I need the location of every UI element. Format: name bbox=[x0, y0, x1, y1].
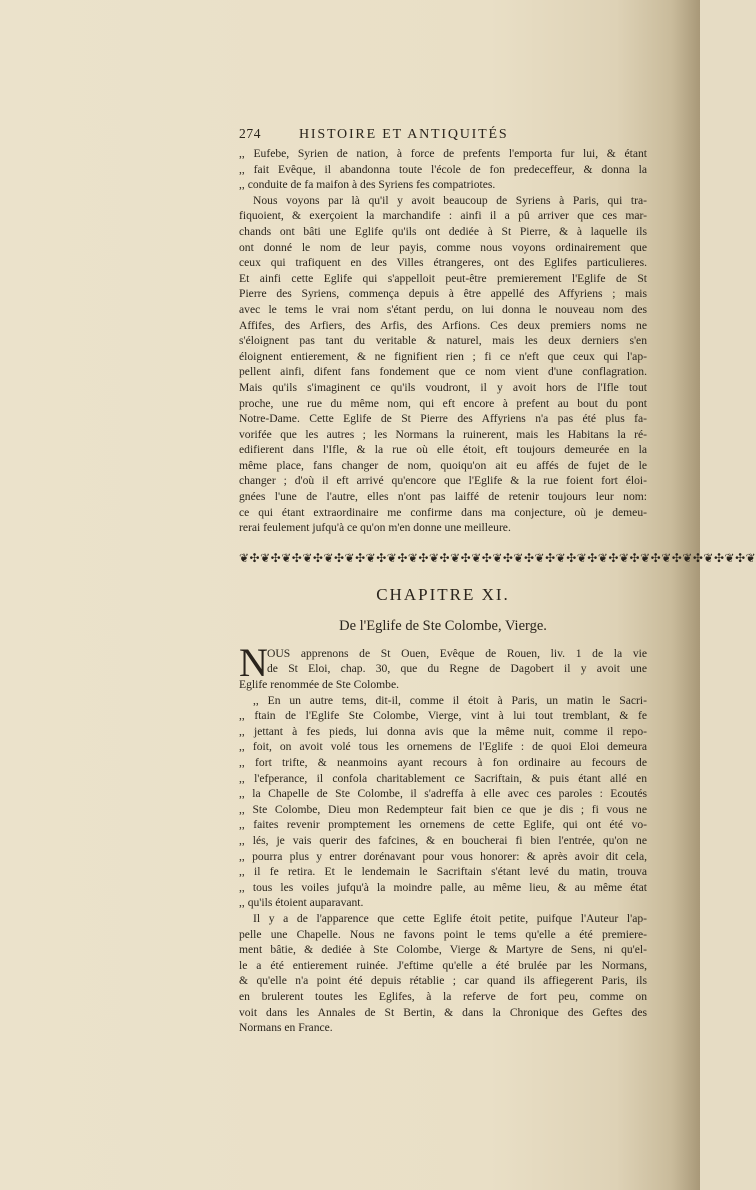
text-line: proche, une rue du même nom, qui eft encore à prefent au bout du pont bbox=[239, 396, 647, 410]
text-line: rerai feulement jufqu'à ce qu'on m'en donne une meilleure. bbox=[239, 521, 511, 535]
text-line: ,, En un autre tems, dit-il, comme il étoit à Paris, un matin le Sacri- bbox=[253, 693, 647, 707]
text-line: Eglife renommée de Ste Colombe. bbox=[239, 678, 400, 692]
text-line: voit dans les Annales de St Bertin, & dans la Chronique des Geftes des bbox=[239, 1005, 647, 1019]
text-line: en brulerent toutes les Eglifes, à la referve de fort peu, comme on bbox=[239, 989, 647, 1003]
text-line: ,, ftain de l'Eglife Ste Colombe, Vierge, vint à lui tout tremblant, & fe bbox=[239, 709, 647, 723]
ornamental-divider: ❦✣❦✣❦✣❦✣❦✣❦✣❦✣❦✣❦✣❦✣❦✣❦✣❦✣❦✣❦✣❦✣❦✣❦✣❦✣❦✣❦✣❦✣❦✣❦✣❦ bbox=[239, 550, 756, 565]
text-line: ont donné le nom de leur payis, comme nous voyons ordinairement que bbox=[239, 240, 647, 254]
page-number: 274 bbox=[239, 126, 262, 141]
text-line: changer ; d'où il eft arrivé qu'encore que l'Eglife & la rue foient fort éloi- bbox=[239, 474, 647, 488]
text-line: & qu'elle n'a point été depuis rétablie ; car quand ils affiegerent Paris, ils bbox=[239, 974, 647, 988]
text-line: Il y a de l'apparence que cette Eglife étoit petite, puifque l'Auteur l'ap- bbox=[253, 911, 647, 925]
text-line: s'éloignent pas tant du veritable & naturel, mais les deux derniers s'en bbox=[239, 334, 647, 348]
text-line: ce qui étant extraordinaire me confirme dans ma conjecture, où je demeu- bbox=[239, 505, 647, 519]
text-line: ,, il fe retira. Et le lendemain le Sacriftain s'étant levé du matin, trouva bbox=[239, 865, 647, 879]
text-column bbox=[239, 126, 756, 1036]
text-line: chands ont bâti une Eglife qu'ils ont dediée à St Pierre, & à laquelle ils bbox=[239, 224, 647, 238]
chapter-subtitle: De l'Eglife de Ste Colombe, Vierge. bbox=[339, 617, 547, 634]
running-title: HISTOIRE ET ANTIQUITÉS bbox=[299, 127, 509, 142]
text-line: ,, conduite de fa maifon à des Syriens fes compatriotes. bbox=[239, 178, 496, 192]
text-line: pelle une Chapelle. Nous ne favons point le tems qu'elle a été premiere- bbox=[239, 927, 647, 941]
text-line: ,, tous les voiles jufqu'à la moindre palle, au même lieu, & au même état bbox=[239, 880, 647, 894]
text-line: ,, qu'ils étoient auparavant. bbox=[239, 896, 364, 910]
text-line: éloignent entierement, & ne fignifient rien ; fi ce n'eft que ceux qui l'ap- bbox=[239, 349, 647, 363]
section2-text bbox=[239, 639, 647, 1036]
text-line: ,, l'efperance, il confola charitablement ce Sacriftain, & puis étant allé en bbox=[239, 771, 647, 785]
running-header bbox=[239, 126, 647, 146]
text-line: Affifes, des Arfiers, des Arfis, des Arfions. Ces deux premiers noms ne bbox=[239, 318, 647, 332]
text-line: Normans en France. bbox=[239, 1021, 333, 1035]
text-line: ment bâtie, & dediée à Ste Colombe, Vierge & Martyre de Sens, ni qu'el- bbox=[239, 943, 647, 957]
text-line: ,, fait Evêque, il abandonna toute l'école de fon predeceffeur, & donna la bbox=[239, 162, 647, 176]
text-line: de St Eloi, chap. 30, que du Regne de Dagobert il y avoit une bbox=[267, 662, 647, 676]
text-line: ,, Ste Colombe, Dieu mon Redempteur fait bien ce que je dis ; fi vous ne bbox=[239, 802, 647, 816]
text-line: edifierent dans l'Ifle, & la rue où elle étoit, eft toujours demeurée en la bbox=[239, 443, 647, 457]
text-line: fiquoient, & exerçoient la marchandife : ainfi il a pû arriver que ces mar- bbox=[239, 209, 647, 223]
drop-cap: N bbox=[239, 639, 268, 685]
text-line: Nous voyons par là qu'il y avoit beaucoup de Syriens à Paris, qui tra- bbox=[253, 193, 647, 207]
text-line: le a été entierement ruinée. J'eftime qu'elle a été brulée par les Normans, bbox=[239, 958, 647, 972]
chapter-title: CHAPITRE XI. bbox=[376, 584, 510, 604]
text-line: vorifée que les autres ; les Normans la ruinerent, mais les Habitans la ré- bbox=[239, 427, 647, 441]
text-line: ,, jettant à fes pieds, lui donna avis que la même nuit, comme il repo- bbox=[239, 724, 647, 738]
text-line: ,, fort trifte, & neanmoins ayant recours à fon ordinaire au fecours de bbox=[239, 756, 647, 769]
text-line: même place, fans changer de nom, quoiqu'on ait eu affés de fujet de le bbox=[239, 458, 647, 472]
text-line: Et ainfi cette Eglife qui s'appelloit peut-être premierement l'Eglife de St bbox=[239, 271, 647, 285]
text-line: ,, pourra plus y entrer dorénavant pour vous honorer: & après avoir dit cela, bbox=[239, 849, 647, 863]
text-line: OUS apprenons de St Ouen, Evêque de Rouen, liv. 1 de la vie bbox=[267, 646, 647, 660]
text-line: ,, la Chapelle de Ste Colombe, il s'adreffa à elle avec ces paroles : Ecoutés bbox=[239, 787, 647, 801]
text-line: Mais qu'ils s'imaginent ce qu'ils voudront, il y avoit hors de l'Ifle tout bbox=[239, 380, 647, 394]
text-line: pellent ainfi, difent fans fondement que ce nom vient d'une conflagration. bbox=[239, 365, 647, 379]
text-line: ceux qui trafiquent en des Villes étrangeres, ont des Eglifes particulieres. bbox=[239, 256, 647, 270]
text-line: Pierre des Syriens, commença depuis à être appellé des Affyriens ; mais bbox=[239, 287, 647, 301]
section1-text bbox=[239, 146, 647, 536]
text-line: ,, Eufebe, Syrien de nation, à force de prefents l'emporta fur lui, & étant bbox=[239, 147, 647, 160]
text-line: ,, lés, je vais querir des fafcines, & en boucherai fi bien l'entrée, qu'on ne bbox=[239, 833, 647, 847]
text-line: Notre-Dame. Cette Eglife de St Pierre des Affyriens n'a pas été plus fa- bbox=[239, 412, 647, 426]
text-line: gnées l'une de l'autre, elles n'ont pas laiffé de retenir toujours leur nom: bbox=[239, 490, 647, 504]
text-line: ,, faites revenir promptement les ornemens de cette Eglife, qui ont été vo- bbox=[239, 818, 647, 832]
text-line: ,, foit, on avoit volé tous les ornemens de l'Eglife : de quoi Eloi demeura bbox=[239, 740, 647, 754]
text-line: avec le tems le vrai nom s'étant perdu, on lui donna le nouveau nom des bbox=[239, 302, 647, 316]
